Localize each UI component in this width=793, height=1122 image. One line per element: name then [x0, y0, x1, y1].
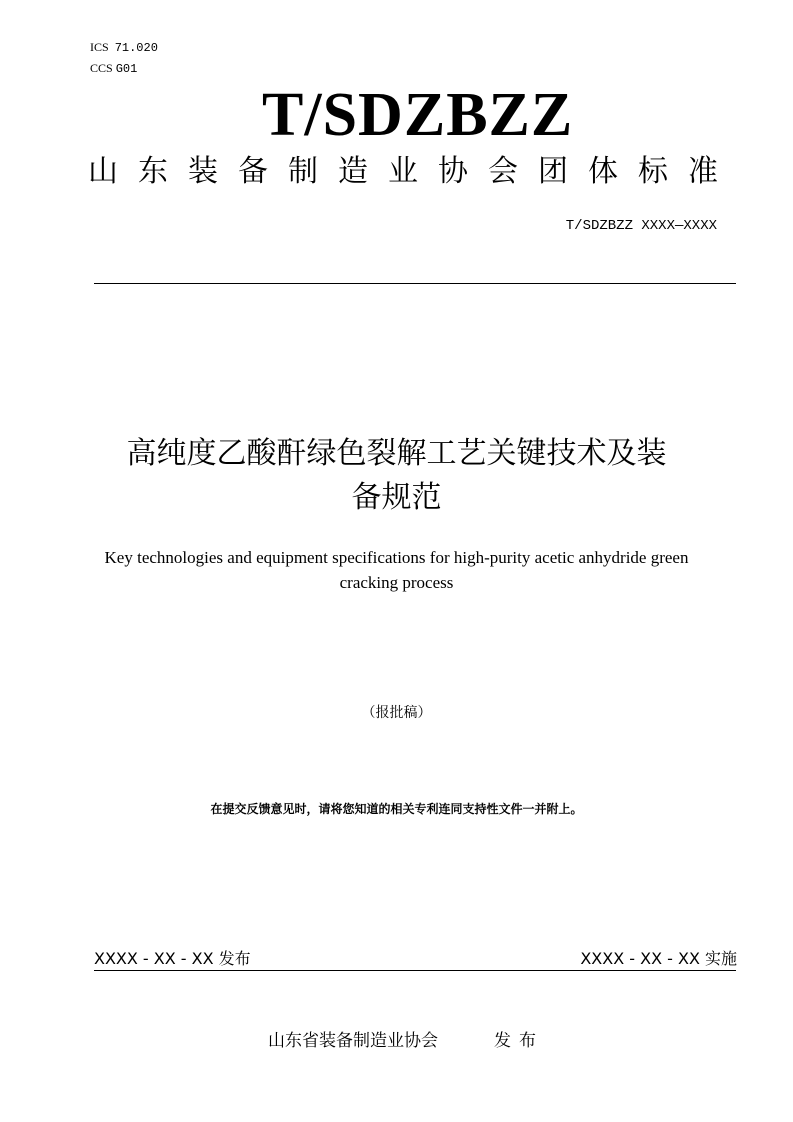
standard-logo: T/SDZBZZ [262, 81, 574, 149]
ccs-code [90, 61, 137, 76]
header-divider [94, 283, 736, 284]
document-title-cn [0, 432, 793, 520]
title-en-line1: Key technologies and equipment specifications for high-purity acetic anhydride green [104, 548, 689, 567]
publish-date: XXXX - XX - XX 发布 [94, 949, 251, 968]
document-title-en [0, 545, 793, 595]
title-en-line2: cracking process [339, 573, 454, 592]
standard-code: T/SDZBZZ XXXX—XXXX [565, 218, 717, 234]
ccs-value: G01 [115, 62, 138, 76]
issuer: 山东省装备制造业协会 [268, 1031, 438, 1051]
organization-standard-title: 山东装备制造业协会团体标准 [88, 154, 738, 189]
ics-code [90, 40, 158, 55]
title-cn-line1: 高纯度乙酸酐绿色裂解工艺关键技术及装 [126, 436, 667, 471]
footer-divider [94, 970, 736, 971]
draft-status: （报批稿） [361, 705, 432, 721]
issue-label: 发布 [494, 1031, 544, 1051]
ics-value: 71.020 [114, 41, 158, 55]
implement-date: XXXX - XX - XX 实施 [580, 949, 737, 968]
patent-notice: 在提交反馈意见时，请将您知道的相关专利连同支持性文件一并附上。 [210, 802, 583, 816]
title-cn-line2: 备规范 [351, 480, 442, 515]
ccs-label: CCS [90, 61, 113, 75]
ics-label: ICS [90, 40, 109, 54]
